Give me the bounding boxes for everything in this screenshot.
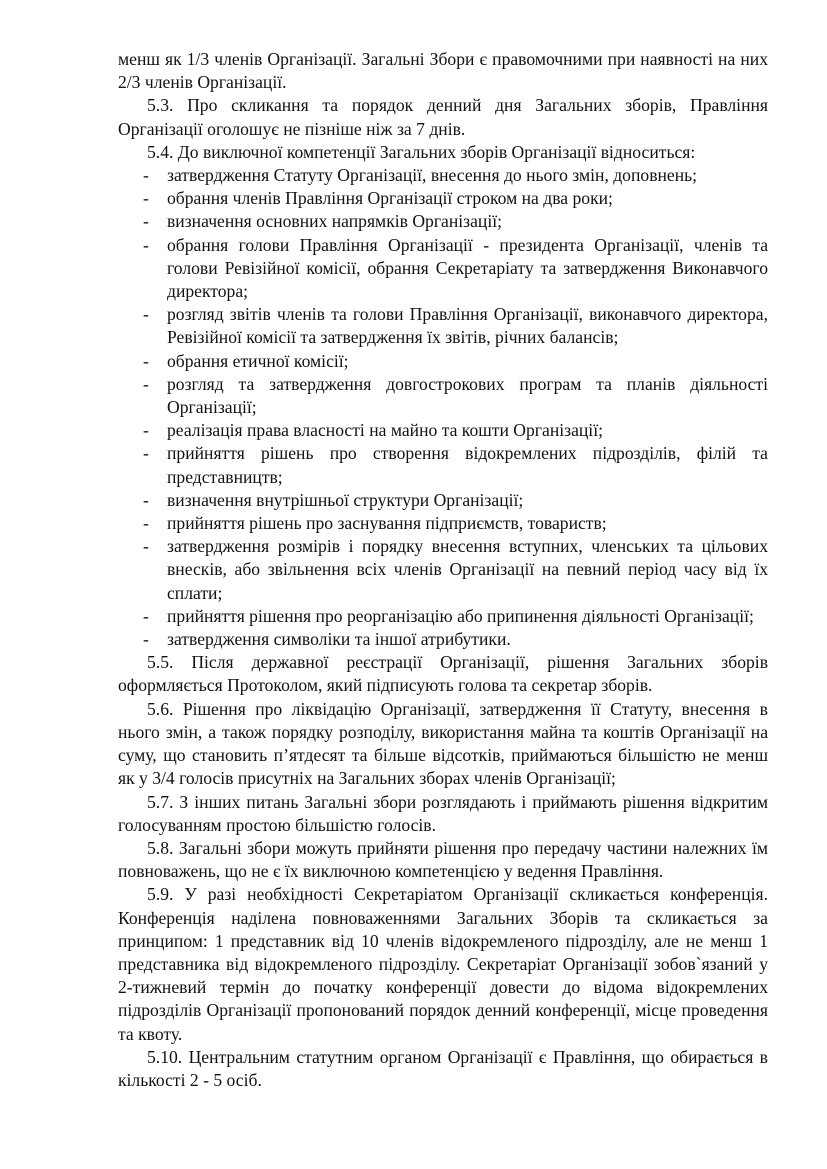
paragraph-5-6: 5.6. Рішення про ліквідацію Організації, затвердження її Статуту, внесення в нього змін, а також порядку розподілу, використання майна та коштів Організації на суму, що становить п’ятдесят та більше відсотків, приймаються більшістю не менш як у 3/4 голосів присутніх на Загальних зборах членів Організації; [118,698,768,789]
list-item-text: реалізація права власності на майно та кошти Організації; [167,420,603,441]
list-dash: - [143,350,149,371]
list-item-text: затвердження символіки та іншої атрибутики. [167,629,511,650]
list-item [118,187,768,210]
paragraph-5-3: 5.3. Про скликання та порядок денний дня Загальних зборів, Правління Організації оголошує не пізніше ніж за 7 днів. [118,95,768,139]
paragraph-5-10: 5.10. Центральним статутним органом Організації є Правління, що обирається в кількості 2 - 5 осіб. [118,1046,768,1090]
list-item [118,419,768,442]
list-dash: - [143,443,149,464]
paragraph-5-9: 5.9. У разі необхідності Секретаріатом Організації скликається конференція. Конференція наділена повноваженнями Загальних Зборів та скликається за принципом: 1 представник від 10 членів відокремленого підрозділу, але не менш 1 представника від відокремленого підрозділу. Секретаріат Організації зобов`язаний у 2-тижневий термін до початку конференції довести до відома відокремлених підрозділів Організації пропонований порядок денний конференції, місце проведення та квоту. [118,884,768,1044]
list-dash: - [143,188,149,209]
list-item [118,234,768,304]
list-dash: - [143,629,149,650]
list-item-text: прийняття рішення про реорганізацію або припинення діяльності Організації; [167,605,754,626]
list-item [118,442,768,488]
list-item [118,350,768,373]
list-dash: - [143,211,149,232]
list-dash: - [143,536,149,557]
list-item-text: обрання голови Правління Організації - президента Організації, членів та голови Ревізійної комісії, обрання Секретаріату та затвердження Виконавчого директора; [167,234,768,302]
list-item-text: прийняття рішень про створення відокремлених підрозділів, філій та представництв; [167,443,768,487]
list-item-text: обрання етичної комісії; [167,350,349,371]
list-dash: - [143,234,149,255]
list-item-text: затвердження розмірів і порядку внесення вступних, членських та цільових внесків, або звільнення всіх членів Організації на певний період часу від їх сплати; [167,536,768,603]
list-dash: - [143,304,149,325]
list-dash: - [143,420,149,441]
list-dash: - [143,489,149,510]
list-item [118,512,768,535]
list-dash: - [143,605,149,626]
list-item [118,210,768,233]
paragraph-5-4: 5.4. До виключної компетенції Загальних зборів Організації відноситься: [147,141,696,162]
list-item [118,303,768,349]
list-dash: - [143,373,149,394]
list-item-text: прийняття рішень про заснування підприємств, товариств; [167,513,607,534]
list-item [118,373,768,419]
list-item-text: затвердження Статуту Організації, внесення до нього змін, доповнень; [167,165,698,186]
list-item [118,628,768,651]
list-item [118,605,768,628]
paragraph-5-5: 5.5. Після державної реєстрації Організації, рішення Загальних зборів оформляється Протоколом, який підписують голова та секретар зборів. [118,652,768,696]
paragraph-continuation: менш як 1/3 членів Організації. Загальні Збори є правомочними при наявності на них 2/3 членів Організації. [118,49,768,93]
list-item-text: розгляд звітів членів та голови Правління Організації, виконавчого директора, Ревізійної комісії та затвердження їх звітів, річних балансів; [167,304,768,348]
competence-list [118,164,768,651]
list-dash: - [143,513,149,534]
document-page [118,48,768,1092]
list-item [118,164,768,187]
paragraph-5-8: 5.8. Загальні збори можуть прийняти рішення про передачу частини належних їм повноважень, що не є їх виключною компетенцією у ведення Правління. [118,837,768,882]
list-item-text: обрання членів Правління Організації строком на два роки; [167,188,613,209]
list-item-text: визначення внутрішньої структури Організації; [167,489,524,510]
paragraph-5-7: 5.7. З інших питань Загальні збори розглядають і приймають рішення відкритим голосуванням простою більшістю голосів. [118,791,768,835]
list-item [118,535,768,605]
list-item [118,489,768,512]
list-item-text: визначення основних напрямків Організації; [167,211,503,232]
list-item-text: розгляд та затвердження довгострокових програм та планів діяльності Організації; [167,373,768,418]
list-dash: - [143,165,149,186]
